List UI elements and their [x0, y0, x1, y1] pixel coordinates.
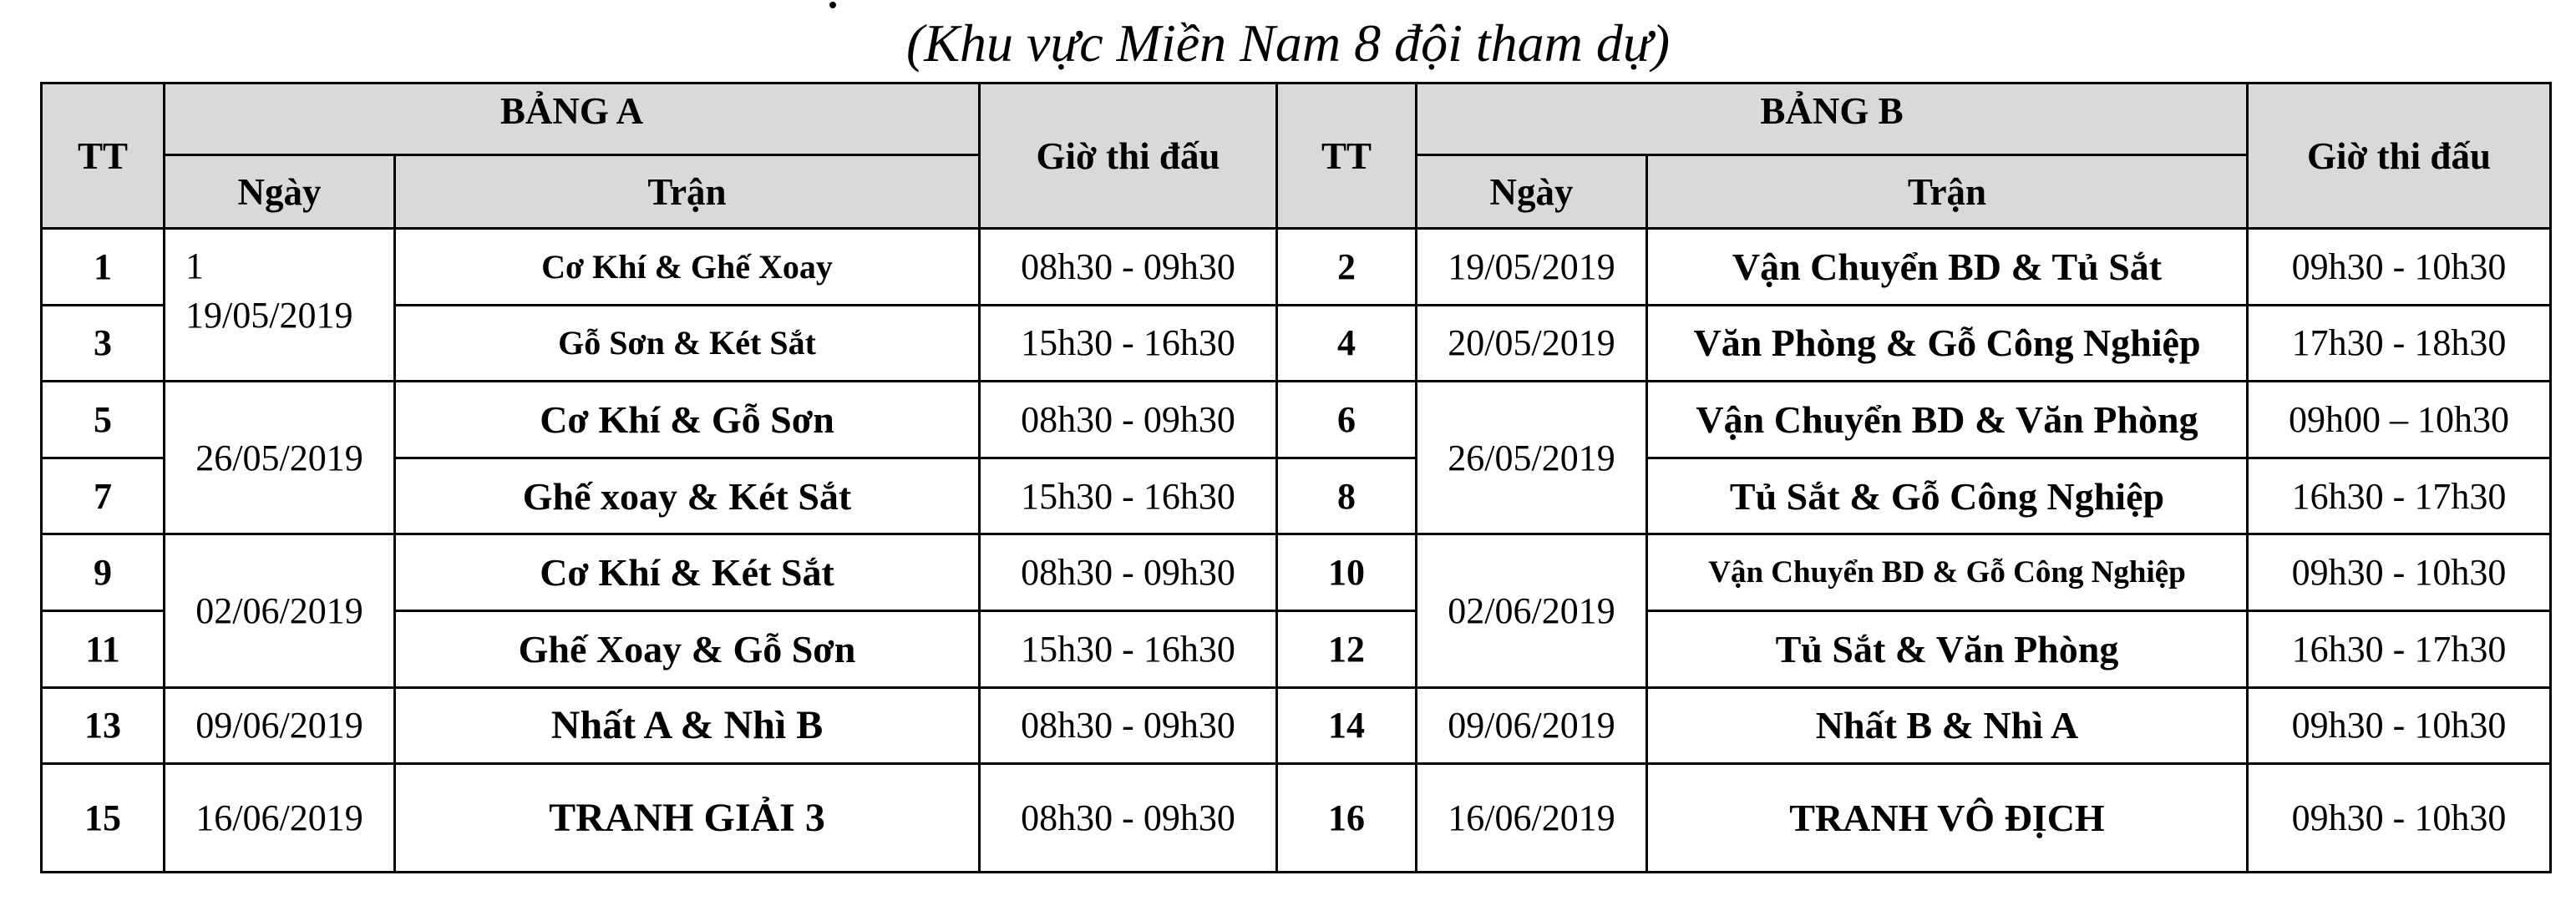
match-name: TRANH GIẢI 3	[395, 764, 980, 873]
match-name: Nhất B & Nhì A	[1647, 687, 2248, 764]
match-number: 3	[42, 305, 165, 382]
match-time: 09h30 - 10h30	[2248, 687, 2551, 764]
match-name: Nhất A & Nhì B	[395, 687, 980, 764]
match-name: Vận Chuyển BD & Gỗ Công Nghiệp	[1647, 534, 2248, 611]
match-name: Ghế xoay & Két Sắt	[395, 458, 980, 534]
match-name: Gỗ Sơn & Két Sắt	[395, 305, 980, 382]
match-number: 13	[42, 687, 165, 764]
match-number: 12	[1277, 610, 1417, 687]
schedule-table	[40, 82, 2552, 873]
match-number: 14	[1277, 687, 1417, 764]
match-date: 16/06/2019	[165, 764, 395, 873]
date-header-a: Ngày	[165, 155, 395, 229]
match-date: 1 19/05/2019	[165, 229, 395, 382]
group-b-header: BẢNG B	[1417, 83, 2248, 155]
match-time: 09h30 - 10h30	[2248, 764, 2551, 873]
match-date: 09/06/2019	[1417, 687, 1647, 764]
match-date: 20/05/2019	[1417, 305, 1647, 382]
match-number: 6	[1277, 382, 1417, 458]
match-date: 09/06/2019	[165, 687, 395, 764]
match-date: 16/06/2019	[1417, 764, 1647, 873]
match-number: 4	[1277, 305, 1417, 382]
match-name: Văn Phòng & Gỗ Công Nghiệp	[1647, 305, 2248, 382]
match-number: 16	[1277, 764, 1417, 873]
date-header-b: Ngày	[1417, 155, 1647, 229]
title-mark	[829, 2, 836, 8]
tt-header-a: TT	[42, 83, 165, 229]
match-date: 26/05/2019	[165, 382, 395, 534]
match-time: 09h00 – 10h30	[2248, 382, 2551, 458]
match-name: Tủ Sắt & Gỗ Công Nghiệp	[1647, 458, 2248, 534]
match-number: 9	[42, 534, 165, 611]
table-row	[42, 458, 2551, 534]
match-time: 08h30 - 09h30	[980, 382, 1277, 458]
match-name: TRANH VÔ ĐỊCH	[1647, 764, 2248, 873]
match-header-b: Trận	[1647, 155, 2248, 229]
table-row	[42, 764, 2551, 873]
time-header-a: Giờ thi đấu	[980, 83, 1277, 229]
match-number: 2	[1277, 229, 1417, 306]
table-row	[42, 610, 2551, 687]
match-name: Vận Chuyển BD & Văn Phòng	[1647, 382, 2248, 458]
match-name: Cơ Khí & Gỗ Sơn	[395, 382, 980, 458]
match-number: 1	[42, 229, 165, 306]
match-date: 02/06/2019	[165, 534, 395, 687]
page-title: (Khu vực Miền Nam 8 đội tham dự)	[905, 13, 1671, 73]
table-row	[42, 382, 2551, 458]
match-number: 11	[42, 610, 165, 687]
match-number: 8	[1277, 458, 1417, 534]
match-time: 09h30 - 10h30	[2248, 534, 2551, 611]
match-number: 7	[42, 458, 165, 534]
time-header-b: Giờ thi đấu	[2248, 83, 2551, 229]
group-a-header: BẢNG A	[165, 83, 980, 155]
match-time: 16h30 - 17h30	[2248, 610, 2551, 687]
match-time: 17h30 - 18h30	[2248, 305, 2551, 382]
match-name: Tủ Sắt & Văn Phòng	[1647, 610, 2248, 687]
match-name: Ghế Xoay & Gỗ Sơn	[395, 610, 980, 687]
match-name: Cơ Khí & Ghế Xoay	[395, 229, 980, 306]
tt-header-b: TT	[1277, 83, 1417, 229]
match-header-a: Trận	[395, 155, 980, 229]
table-row	[42, 534, 2551, 611]
match-date: 02/06/2019	[1417, 534, 1647, 687]
match-number: 10	[1277, 534, 1417, 611]
match-time: 08h30 - 09h30	[980, 534, 1277, 611]
match-date: 26/05/2019	[1417, 382, 1647, 534]
match-time: 15h30 - 16h30	[980, 458, 1277, 534]
table-row	[42, 687, 2551, 764]
match-time: 08h30 - 09h30	[980, 764, 1277, 873]
match-time: 08h30 - 09h30	[980, 687, 1277, 764]
match-time: 08h30 - 09h30	[980, 229, 1277, 306]
match-name: Cơ Khí & Két Sắt	[395, 534, 980, 611]
match-name: Vận Chuyển BD & Tủ Sắt	[1647, 229, 2248, 306]
match-date: 19/05/2019	[1417, 229, 1647, 306]
table-row	[42, 229, 2551, 306]
match-time: 15h30 - 16h30	[980, 305, 1277, 382]
match-time: 16h30 - 17h30	[2248, 458, 2551, 534]
match-time: 09h30 - 10h30	[2248, 229, 2551, 306]
match-number: 5	[42, 382, 165, 458]
match-time: 15h30 - 16h30	[980, 610, 1277, 687]
match-number: 15	[42, 764, 165, 873]
table-row	[42, 305, 2551, 382]
